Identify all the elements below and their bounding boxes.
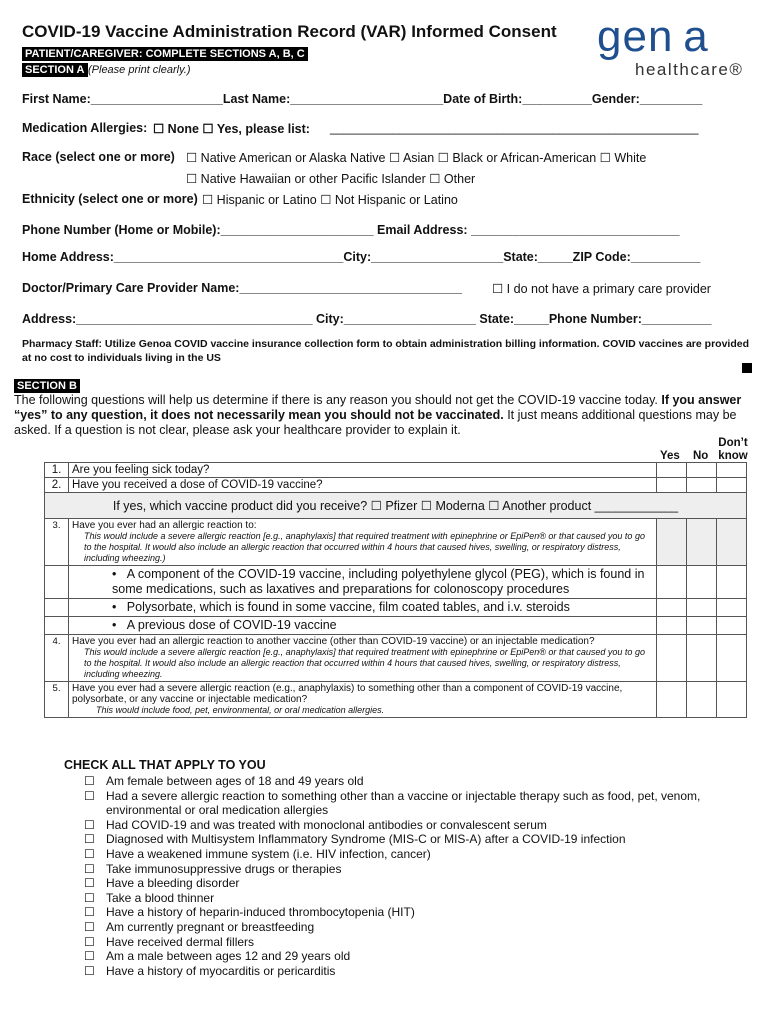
- col-dont-know: Don’t know: [718, 437, 748, 462]
- list-item-label: Diagnosed with Multisystem Inflammatory Syndrome (MIS-C or MIS-A) after a COVID-19 infection: [106, 832, 626, 847]
- q5-dk-cell[interactable]: [717, 682, 747, 718]
- list-item[interactable]: [84, 905, 744, 920]
- allergies-label: Medication Allergies:: [22, 121, 148, 135]
- section-b-intro: [14, 393, 749, 438]
- intro-text-end: It just means additional questions may be asked. If a question is not clear, please ask your healthcare provider to explain it.: [14, 408, 737, 437]
- bullet-text: A previous dose of COVID-19 vaccine: [126, 618, 337, 632]
- question-5-note: This would include food, pet, environmental, or oral medication allergies.: [96, 705, 385, 715]
- question-3-bullet-2: • Polysorbate, which is found in some vaccine, film coated tables, and i.v. steroids: [112, 600, 570, 614]
- table-row: [45, 566, 747, 599]
- list-item-label: Had a severe allergic reaction to something other than a vaccine or injectable therapy such as food, pet, venom, environmental or oral medication allergies: [106, 788, 701, 818]
- check-all-heading: CHECK ALL THAT APPLY TO YOU: [64, 758, 266, 772]
- checkbox[interactable]: ☐: [84, 861, 95, 876]
- list-item[interactable]: [84, 789, 744, 818]
- list-item[interactable]: [84, 774, 744, 789]
- question-2-product[interactable]: If yes, which vaccine product did you receive? ☐ Pfizer ☐ Moderna ☐ Another product ____________: [45, 493, 747, 519]
- checkbox[interactable]: ☐: [84, 876, 95, 891]
- table-row: 3. Have you ever had an allergic reaction to: This would include a severe allergic reaction [e.g., anaphylaxis] that required treatment with epinephrine or EpiPen® or that caused you to go to the hospital. It would also include an allergic reaction that occurred within 4 hours that caused hives, swelling, or respiratory distress, including wheezing.): [45, 519, 747, 566]
- checkbox[interactable]: ☐: [84, 905, 95, 920]
- q5-no-cell[interactable]: [687, 682, 717, 718]
- page-marker: [742, 363, 752, 373]
- phone-row[interactable]: Phone Number (Home or Mobile):______________________ Email Address: ______________________________: [22, 223, 680, 237]
- table-row: 4. Have you ever had an allergic reaction to another vaccine (other than COVID-19 vaccine) or an injectable medication? This would include a severe allergic reaction [e.g., anaphylaxis] that required treatment with epinephrine or EpiPen® or that caused you to go to the hospital. It would also include an allergic reaction that occurred within 4 hours that caused hives, swelling, or respiratory distress, including wheezing.: [45, 635, 747, 682]
- ethnicity-label: Ethnicity (select one or more): [22, 192, 198, 206]
- form-title: COVID-19 Vaccine Administration Record (VAR) Informed Consent: [22, 22, 557, 41]
- q1-dk-cell[interactable]: [717, 463, 747, 478]
- list-item-label: Have a bleeding disorder: [106, 876, 240, 891]
- q4-yes-cell[interactable]: [657, 635, 687, 682]
- table-row: [45, 493, 747, 519]
- list-item[interactable]: [84, 862, 744, 877]
- col-no: No: [693, 450, 709, 462]
- bullet-text: Polysorbate, which is found in some vaccine, film coated tables, and i.v. steroids: [126, 600, 570, 614]
- list-item[interactable]: [84, 832, 744, 847]
- list-item-label: Have a history of myocarditis or pericarditis: [106, 963, 336, 978]
- list-item-label: Have received dermal fillers: [106, 934, 255, 949]
- list-item[interactable]: [84, 847, 744, 862]
- list-item-label: Am currently pregnant or breastfeeding: [106, 919, 315, 934]
- ethnicity-options[interactable]: ☐ Hispanic or Latino ☐ Not Hispanic or Latino: [202, 193, 458, 207]
- no-doctor-checkbox[interactable]: ☐ I do not have a primary care provider: [492, 282, 711, 296]
- genoa-logo: [597, 12, 747, 80]
- checkbox[interactable]: ☐: [84, 832, 95, 847]
- question-4-note: This would include a severe allergic reaction [e.g., anaphylaxis] that required treatment with epinephrine or EpiPen® or that caused you to go to the hospital. It would also include an allergic reaction that occurred within 4 hours that caused hives, swelling, or respiratory distress, including wheezing.: [84, 647, 645, 679]
- instruction-bar: PATIENT/CAREGIVER: COMPLETE SECTIONS A, B, C: [22, 47, 308, 61]
- q3b-yes-cell[interactable]: [657, 599, 687, 617]
- check-all-list: [84, 774, 744, 978]
- checkbox[interactable]: ☐: [84, 919, 95, 934]
- question-4: [69, 635, 657, 682]
- screening-table: [44, 462, 747, 718]
- allergies-field[interactable]: _____________________________________________________: [330, 121, 699, 135]
- checkbox[interactable]: ☐: [84, 934, 95, 949]
- home-address-row[interactable]: Home Address:_________________________________City:___________________State:_____ZIP Code:__________: [22, 250, 701, 264]
- checkbox[interactable]: ☐: [84, 846, 95, 861]
- table-row: 5. Have you ever had a severe allergic reaction (e.g., anaphylaxis) to something other than a component of COVID-19 vaccine, polysorbate, or any vaccine or injectable medication? This would include food, pet, environmental, or oral medication allergies.: [45, 682, 747, 718]
- list-item-label: Had COVID-19 and was treated with monoclonal antibodies or convalescent serum: [106, 817, 547, 832]
- list-item-label: Have a weakened immune system (i.e. HIV infection, cancer): [106, 846, 431, 861]
- q2-no-cell[interactable]: [687, 478, 717, 493]
- list-item[interactable]: [84, 891, 744, 906]
- q4-no-cell[interactable]: [687, 635, 717, 682]
- table-row: [45, 599, 747, 617]
- question-3-note: This would include a severe allergic reaction [e.g., anaphylaxis] that required treatment with epinephrine or EpiPen® or that caused you to go to the hospital. It would also include an allergic reaction that occurred within 4 hours that caused hives, swelling, or respiratory distress, including wheezing.): [84, 531, 645, 563]
- question-3: [69, 519, 657, 566]
- checkbox[interactable]: ☐: [84, 963, 95, 978]
- question-5: [69, 682, 657, 718]
- table-row: [45, 617, 747, 635]
- doctor-row[interactable]: Doctor/Primary Care Provider Name:________________________________: [22, 281, 462, 295]
- bullet-text: A component of the COVID-19 vaccine, including polyethylene glycol (PEG), which is found in some medications, such as laxatives and preparations for colonoscopy procedures: [112, 567, 645, 596]
- q3b-no-cell[interactable]: [687, 599, 717, 617]
- question-3-bullet-3: • A previous dose of COVID-19 vaccine: [112, 618, 337, 632]
- q3b-dk-cell[interactable]: [717, 599, 747, 617]
- list-item[interactable]: [84, 920, 744, 935]
- logo-subtitle: healthcare®: [635, 60, 744, 79]
- list-item-label: Have a history of heparin-induced thrombocytopenia (HIT): [106, 905, 415, 920]
- q4-dk-cell[interactable]: [717, 635, 747, 682]
- q1-yes-cell[interactable]: [657, 463, 687, 478]
- list-item[interactable]: [84, 876, 744, 891]
- q3a-yes-cell[interactable]: [657, 566, 687, 599]
- checkbox[interactable]: ☐: [84, 774, 95, 788]
- question-3-bullet-1: • A component of the COVID-19 vaccine, including polyethylene glycol (PEG), which is found in some medications, such as laxatives and preparations for colonoscopy procedures: [112, 567, 645, 596]
- checkbox[interactable]: ☐: [84, 788, 95, 803]
- intro-emphasis: If you answer “yes” to any question, it does not necessarily mean you should not be vaccinated.: [14, 393, 742, 422]
- logo-wordmark: gen a: [597, 12, 709, 61]
- q2-yes-cell[interactable]: [657, 478, 687, 493]
- list-item[interactable]: [84, 949, 744, 964]
- question-5-text: Have you ever had a severe allergic reaction (e.g., anaphylaxis) to something other than a component of COVID-19 vaccine, polysorbate, or any vaccine or injectable medication?: [72, 683, 623, 705]
- list-item-label: Take a blood thinner: [106, 890, 215, 905]
- list-item-label: Take immunosuppressive drugs or therapies: [106, 861, 342, 876]
- list-item[interactable]: [84, 935, 744, 950]
- section-a-label: SECTION A: [22, 63, 88, 77]
- section-b-label: SECTION B: [14, 379, 80, 393]
- list-item[interactable]: [84, 964, 744, 979]
- q2-dk-cell[interactable]: [717, 478, 747, 493]
- q3c-dk-cell[interactable]: [717, 617, 747, 635]
- question-3-text: Have you ever had an allergic reaction to:: [72, 520, 257, 531]
- race-label: Race (select one or more): [22, 150, 175, 164]
- q3c-no-cell[interactable]: [687, 617, 717, 635]
- checkbox[interactable]: ☐: [84, 890, 95, 905]
- table-row: 1. Are you feeling sick today?: [45, 463, 747, 478]
- q3a-no-cell[interactable]: [687, 566, 717, 599]
- allergies-options[interactable]: ☐ None ☐ Yes, please list:: [153, 122, 310, 136]
- race-options-2[interactable]: ☐ Native Hawaiian or other Pacific Islander ☐ Other: [186, 172, 476, 186]
- q3c-yes-cell[interactable]: [657, 617, 687, 635]
- doctor-address-row[interactable]: Address:__________________________________ City:___________________ State:_____Phone Number:__________: [22, 312, 712, 326]
- question-1: Are you feeling sick today?: [69, 463, 657, 478]
- question-4-text: Have you ever had an allergic reaction to another vaccine (other than COVID-19 vaccine) or an injectable medication?: [72, 636, 595, 647]
- list-item-label: Am female between ages of 18 and 49 years old: [106, 774, 364, 788]
- race-options-1[interactable]: ☐ Native American or Alaska Native ☐ Asian ☐ Black or African-American ☐ White: [186, 151, 647, 165]
- table-row: 2. Have you received a dose of COVID-19 vaccine?: [45, 478, 747, 493]
- q1-no-cell[interactable]: [687, 463, 717, 478]
- intro-text: The following questions will help us determine if there is any reason you should not get the COVID-19 vaccine today.: [14, 393, 662, 407]
- pharmacy-note: Pharmacy Staff: Utilize Genoa COVID vaccine insurance collection form to obtain administration billing information. COVID vaccines are provided at no cost to individuals living in the US: [22, 338, 749, 364]
- q3a-dk-cell[interactable]: [717, 566, 747, 599]
- name-row[interactable]: First Name:___________________Last Name:______________________Date of Birth:__________Gender:_________: [22, 92, 703, 106]
- question-2: Have you received a dose of COVID-19 vaccine?: [69, 478, 657, 493]
- col-yes: Yes: [660, 450, 680, 462]
- checkbox[interactable]: ☐: [84, 817, 95, 832]
- list-item-label: Am a male between ages 12 and 29 years old: [106, 949, 351, 964]
- list-item[interactable]: [84, 818, 744, 833]
- q5-yes-cell[interactable]: [657, 682, 687, 718]
- checkbox[interactable]: ☐: [84, 949, 95, 964]
- print-note: (Please print clearly.): [88, 64, 191, 76]
